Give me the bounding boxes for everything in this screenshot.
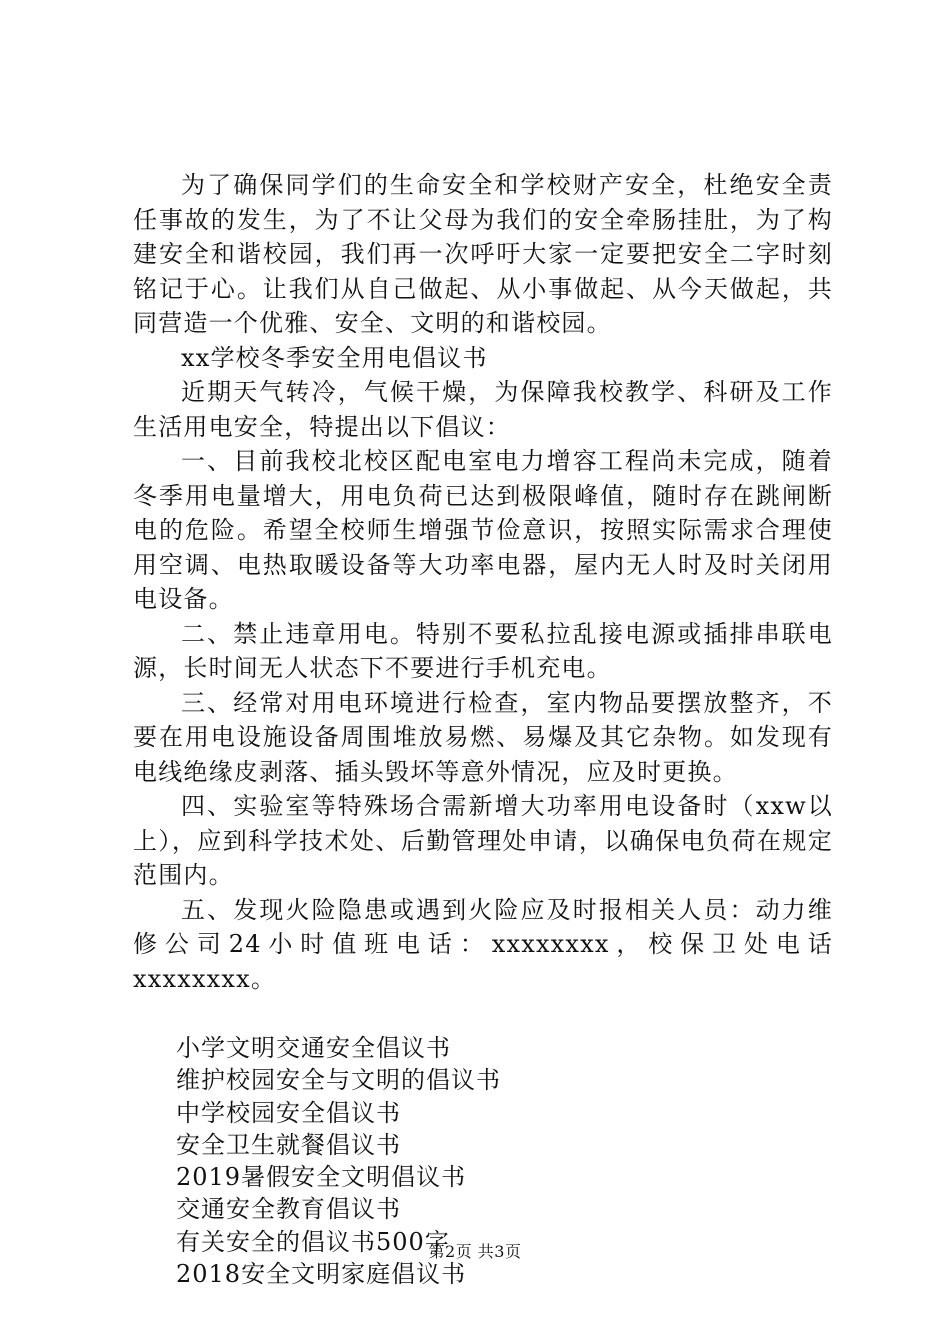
section-title: xx学校冬季安全用电倡议书 bbox=[181, 343, 488, 372]
paragraph-item-5: 五、发现火险隐患或遇到火险应及时报相关人员：动力维修公司24小时值班电话：xxxxxxxx，校保卫处电话xxxxxxxx。 bbox=[133, 895, 833, 993]
paragraph-item-4: 四、实验室等特殊场合需新增大功率用电设备时（xxw以上），应到科学技术处、后勤管理处申请，以确保电负荷在规定范围内。 bbox=[133, 792, 833, 889]
related-link[interactable]: 维护校园安全与文明的倡议书 bbox=[176, 1066, 501, 1095]
document-body bbox=[133, 168, 833, 1290]
page-footer: 第2页 共3页 bbox=[428, 1242, 522, 1261]
paragraph-intro: 为了确保同学们的生命安全和学校财产安全，杜绝安全责任事故的发生，为了不让父母为我们的安全牵肠挂肚，为了构建安全和谐校园，我们再一次呼吁大家一定要把安全二字时刻铭记于心。让我们从自己做起、从小事做起、从今天做起，共同营造一个优雅、安全、文明的和谐校园。 bbox=[133, 171, 833, 337]
paragraph-item-1: 一、目前我校北校区配电室电力增容工程尚未完成，随着冬季用电量增大，用电负荷已达到极限峰值，随时存在跳闸断电的危险。希望全校师生增强节俭意识，按照实际需求合理使用空调、电热取暖设备等大功率电器，屋内无人时及时关闭用电设备。 bbox=[133, 447, 833, 613]
paragraph-item-3: 三、经常对用电环境进行检查，室内物品要摆放整齐，不要在用电设施设备周围堆放易燃、易爆及其它杂物。如发现有电线绝缘皮剥落、插头毁坏等意外情况，应及时更换。 bbox=[133, 688, 833, 786]
related-link[interactable]: 交通安全教育倡议书 bbox=[176, 1195, 401, 1224]
related-link[interactable]: 安全卫生就餐倡议书 bbox=[176, 1130, 401, 1159]
spacer bbox=[133, 996, 833, 1032]
paragraph-preamble: 近期天气转冷，气候干燥，为保障我校教学、科研及工作生活用电安全，特提出以下倡议： bbox=[133, 378, 833, 441]
related-link[interactable]: 2019暑假安全文明倡议书 bbox=[176, 1163, 467, 1192]
paragraph-item-2: 二、禁止违章用电。特别不要私拉乱接电源或插排串联电源，长时间无人状态下不要进行手机充电。 bbox=[133, 619, 833, 682]
related-link[interactable]: 中学校园安全倡议书 bbox=[176, 1098, 401, 1127]
related-link[interactable]: 小学文明交通安全倡议书 bbox=[176, 1034, 451, 1062]
related-link[interactable]: 有关安全的倡议书500字 bbox=[176, 1227, 450, 1256]
related-link[interactable]: 2018安全文明家庭倡议书 bbox=[176, 1260, 467, 1289]
